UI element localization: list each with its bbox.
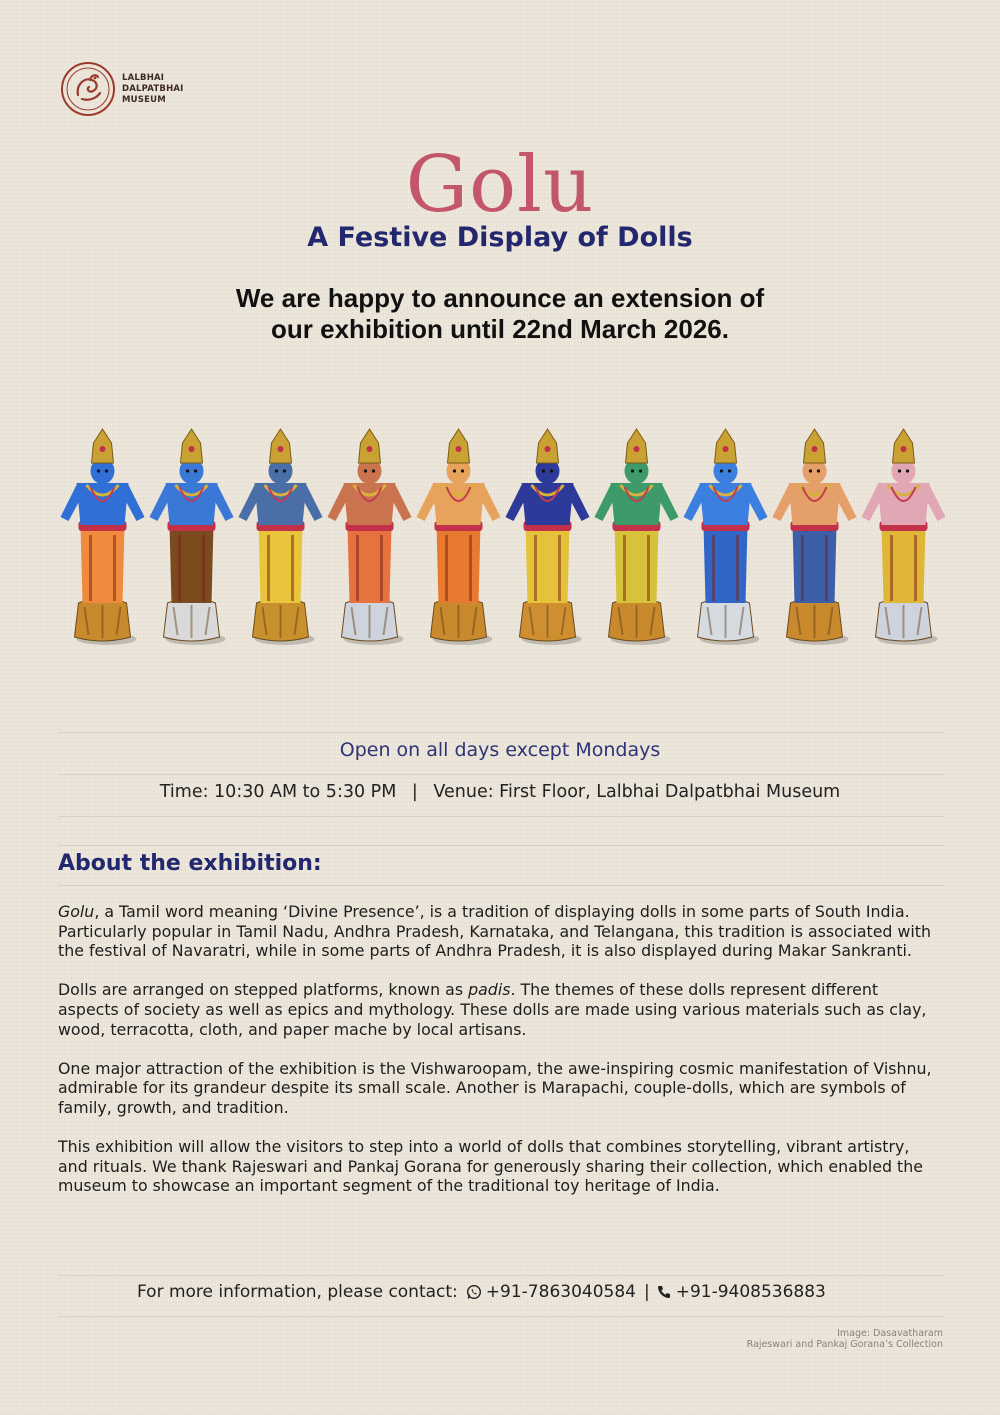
visit-venue: Venue: First Floor, Lalbhai Dalpatbhai Museum [433,782,841,802]
doll-figure [595,429,679,645]
logo-line-3: MUSEUM [122,94,166,105]
divider [58,732,944,733]
divider [58,1275,944,1276]
visit-time: Time: 10:30 AM to 5:30 PM [159,782,397,802]
time-venue [0,782,1000,802]
divider [58,774,944,775]
doll-figure [684,429,768,645]
museum-emblem-icon [60,61,116,117]
phone-icon [656,1284,672,1300]
credit-line-2: Rajeswari and Pankaj Gorana’s Collection [746,1339,943,1350]
about-paragraph-4: This exhibition will allow the visitors to step into a world of dolls that combines storytelling, vibrant artistry, and rituals. We thank Rajeswari and Pankaj Gorana for generously sharing their collection, which enabled the museum to showcase an important segment of the traditional toy heritage of India. [58,1137,923,1196]
doll-figure [862,429,946,645]
doll-figure [239,429,323,645]
extension-announcement [0,283,1000,345]
announce-line-1: We are happy to announce an extension of [235,283,765,313]
about-paragraph-3: One major attraction of the exhibition is the Vishwaroopam, the awe-inspiring cosmic manifestation of Vishnu, admirable for its grandeur despite its small scale. Another is Marapachi, couple-dolls, which are symbols of family, growth, and tradition. [58,1058,932,1117]
doll-figure [61,429,145,645]
logo-line-1: LALBHAI [122,72,165,83]
about-heading: About the exhibition: [58,851,322,876]
about-p2-text-b: . The themes of these dolls represent different aspects of society as well as epics and mythology. These dolls are made using various materials such as clay, wood, terracotta, cloth, and paper mache by local artisans. [58,980,927,1039]
doll-figure [773,429,857,645]
phone-number[interactable]: +91-9408536883 [675,1282,826,1302]
divider [58,845,944,846]
divider [58,816,944,817]
doll-figure [328,429,412,645]
doll-figure [506,429,590,645]
contact-divider: | [643,1282,650,1302]
dasavatharam-dolls-image [58,425,948,650]
about-paragraph-2 [58,980,943,1039]
contact-line [137,1282,826,1302]
whatsapp-number[interactable]: +91-7863040584 [485,1282,636,1302]
about-paragraph-1 [58,902,943,961]
golu-term: Golu [58,902,95,921]
about-p2-text-a: Dolls are arranged on stepped platforms, known as [58,980,469,1000]
doll-figure [417,429,501,645]
page-subtitle: A Festive Display of Dolls [307,222,693,253]
doll-figure [150,429,234,645]
contact-label: For more information, please contact: [137,1282,458,1302]
info-divider: | [411,782,418,802]
logo-line-2: DALPATBHAI [122,83,184,94]
image-credit [747,1328,943,1350]
credit-line-1: Image: Dasavatharam [837,1328,943,1339]
about-text [58,902,943,1216]
about-p1-text: , a Tamil word meaning ‘Divine Presence’, is a tradition of displaying dolls in some parts of South India. Particularly popular in Tamil Nadu, Andhra Pradesh, Karnataka, and Telangana, this tradition is associated with the festival of Navaratri, while in some parts of Andhra Pradesh, it is also displayed during Makar Sankranti. [58,902,931,961]
divider [58,1316,944,1317]
museum-logo [60,61,184,117]
opening-days: Open on all days except Mondays [339,739,661,761]
page-title: Golu [405,140,595,230]
museum-name [122,73,184,106]
divider [58,885,944,886]
announce-line-2: our exhibition until 22nd March 2026. [271,314,729,344]
padis-term: padis [468,980,511,1000]
whatsapp-icon [466,1284,482,1300]
